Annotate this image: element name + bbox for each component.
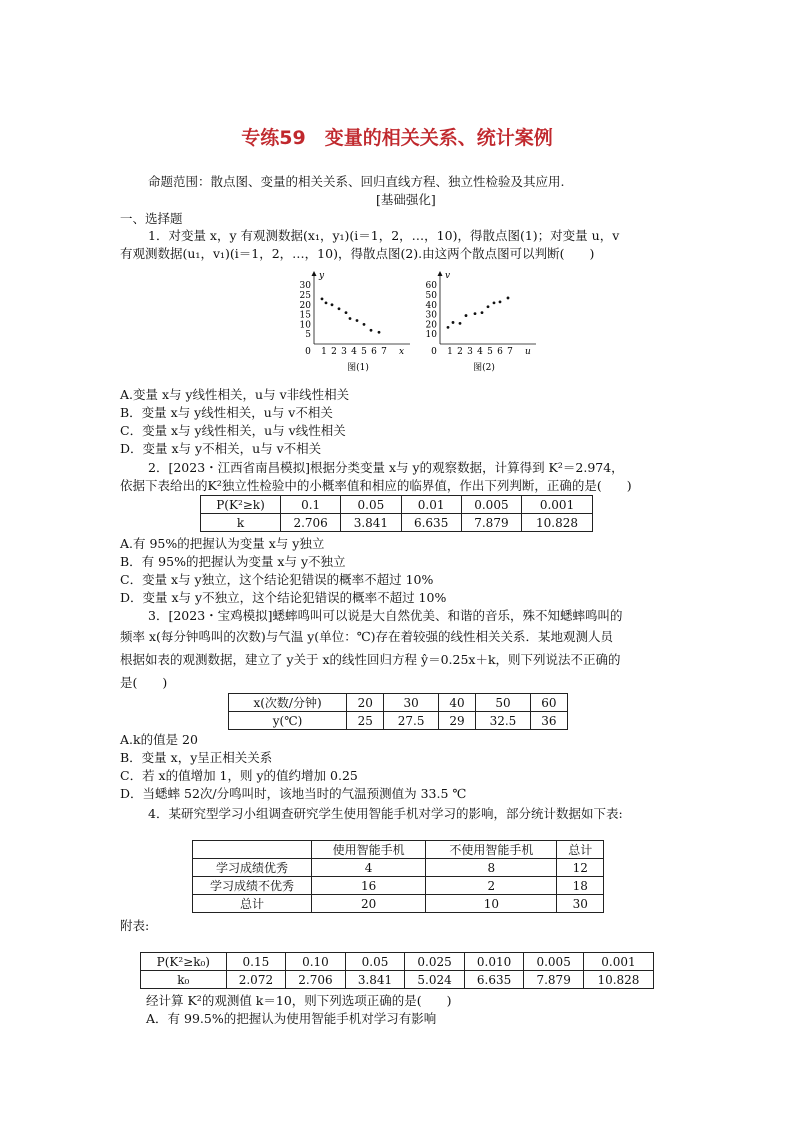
scatter-point xyxy=(363,323,366,326)
q3-cell: 50 xyxy=(476,694,531,712)
q3-option-b: B．变量 x，y呈正相关关系 xyxy=(120,750,273,765)
q3-option-a: A.k的值是 20 xyxy=(120,732,198,747)
y-axis-label: y xyxy=(319,271,325,281)
y-tick-label: 10 xyxy=(299,320,311,331)
q4-stem-2: 经计算 K²的观测值 k＝10，则下列选项正确的是( ) xyxy=(146,993,452,1008)
x-tick-label: 4 xyxy=(351,347,357,357)
y-tick-label: 30 xyxy=(299,281,311,292)
q4-cell: 学习成绩优秀 xyxy=(193,859,312,877)
scatter-point xyxy=(465,314,468,317)
q1-stem-1: 1．对变量 x，y 有观测数据(x₁，y₁)(i＝1，2，…，10)，得散点图(1)；对变量 u，v xyxy=(148,228,620,243)
scatter-point xyxy=(378,331,381,334)
q4-cell: 4 xyxy=(312,859,426,877)
scatter-point xyxy=(493,301,496,304)
scatter-plot-2 xyxy=(416,268,536,378)
q4-t2-cell: 0.05 xyxy=(345,953,405,971)
q2-cell: 0.05 xyxy=(341,496,401,514)
part-heading: 一、选择题 xyxy=(120,211,183,226)
q2-cell: 10.828 xyxy=(522,514,593,532)
scatter-plot-1 xyxy=(290,268,410,378)
q4-t2-cell: 5.024 xyxy=(405,971,465,989)
y-axis-arrow xyxy=(312,271,317,276)
q2-cell: 6.635 xyxy=(401,514,461,532)
q2-cell: 0.01 xyxy=(401,496,461,514)
q4-t2-cell: 0.10 xyxy=(286,953,346,971)
x-tick-label: 3 xyxy=(341,347,347,357)
scatter-point xyxy=(370,329,373,332)
q2-cell: 7.879 xyxy=(461,514,521,532)
q4-stem-1: 4．某研究型学习小组调查研究学生使用智能手机对学习的影响，部分统计数据如下表: xyxy=(148,806,623,821)
q2-option-c: C．变量 x与 y独立，这个结论犯错误的概率不超过 10% xyxy=(120,572,434,587)
q4-cell: 使用智能手机 xyxy=(312,841,426,859)
y-tick-label: 20 xyxy=(425,320,437,331)
q2-cell: 3.841 xyxy=(341,514,401,532)
y-tick-label: 40 xyxy=(425,300,437,311)
y-tick-label: 25 xyxy=(299,291,311,301)
q4-t2-cell: 0.15 xyxy=(226,953,286,971)
y-tick-label: 50 xyxy=(425,291,437,301)
q4-cell: 30 xyxy=(557,895,604,913)
scatter-point xyxy=(331,303,334,306)
q4-cell xyxy=(193,841,312,859)
x-tick-label: 5 xyxy=(487,347,493,357)
y-tick-label: 60 xyxy=(425,281,437,292)
q1-option-d: D．变量 x与 y不相关，u与 v不相关 xyxy=(120,441,322,456)
q4-table-2 xyxy=(140,952,654,989)
q4-cell: 16 xyxy=(312,877,426,895)
q4-option-a: A．有 99.5%的把握认为使用智能手机对学习有影响 xyxy=(146,1011,437,1026)
x-tick-label: 4 xyxy=(477,347,483,357)
q4-t2-cell: 2.706 xyxy=(286,971,346,989)
q3-table xyxy=(228,693,568,730)
q1-option-a: A.变量 x与 y线性相关，u与 v非线性相关 xyxy=(120,387,350,402)
q4-t2-cell: 10.828 xyxy=(583,971,653,989)
scatter-point xyxy=(459,322,462,325)
q2-stem-1: 2．[2023・江西省南昌模拟]根据分类变量 x与 y的观察数据，计算得到 K²＝2.974， xyxy=(148,460,624,475)
scatter-point xyxy=(349,317,352,320)
q3-stem-2: 频率 x(每分钟鸣叫的次数)与气温 y(单位：℃)存在着较强的线性相关关系．某地观测人员 xyxy=(120,629,614,644)
q4-cell: 8 xyxy=(426,859,557,877)
x-axis-label: u xyxy=(525,347,531,357)
q2-option-b: B．有 95%的把握认为变量 x与 y不独立 xyxy=(120,554,346,569)
q3-cell: 60 xyxy=(530,694,567,712)
plot-caption: 图(1) xyxy=(347,363,369,373)
q3-cell: 32.5 xyxy=(476,712,531,730)
y-tick-label: 10 xyxy=(425,330,437,341)
q4-t2-cell: 6.635 xyxy=(464,971,524,989)
y-tick-label: 20 xyxy=(299,300,311,311)
q2-cell: P(K²≥k) xyxy=(201,496,281,514)
scatter-point xyxy=(507,297,510,300)
scatter-point xyxy=(474,312,477,315)
scatter-point xyxy=(356,319,359,322)
section-label: [基础强化] xyxy=(376,192,436,207)
scatter-point xyxy=(345,311,348,314)
q4-table xyxy=(192,840,604,913)
x-axis-label: x xyxy=(399,347,405,357)
q2-option-d: D．变量 x与 y不独立，这个结论犯错误的概率不超过 10% xyxy=(120,590,447,605)
q3-cell: x(次数/分钟) xyxy=(229,694,347,712)
q4-cell: 20 xyxy=(312,895,426,913)
q2-cell: 0.005 xyxy=(461,496,521,514)
scope-text: 命题范围：散点图、变量的相关关系、回归直线方程、独立性检验及其应用. xyxy=(148,174,565,189)
q3-cell: 36 xyxy=(530,712,567,730)
x-tick-label: 6 xyxy=(371,347,377,357)
q3-stem-4: 是( ) xyxy=(120,675,168,690)
q4-t2-cell: k₀ xyxy=(141,971,227,989)
scatter-point xyxy=(325,301,328,304)
q4-t2-cell: 0.001 xyxy=(583,953,653,971)
q2-stem-2: 依据下表给出的K²独立性检验中的小概率值和相应的临界值，作出下列判断，正确的是( ) xyxy=(120,478,632,493)
scatter-point xyxy=(452,321,455,324)
x-tick-label: 7 xyxy=(381,347,387,357)
q3-cell: 29 xyxy=(438,712,475,730)
q3-cell: 27.5 xyxy=(384,712,439,730)
scatter-point xyxy=(338,307,341,310)
q4-cell: 总计 xyxy=(193,895,312,913)
q4-appendix-label: 附表: xyxy=(120,918,150,933)
x-tick-label: 2 xyxy=(457,347,463,357)
x-tick-label: 1 xyxy=(447,347,453,357)
scatter-point xyxy=(487,305,490,308)
q2-cell: 0.1 xyxy=(280,496,340,514)
x-tick-label: 2 xyxy=(331,347,337,357)
y-axis-arrow xyxy=(438,271,443,276)
scatter-point xyxy=(481,311,484,314)
q4-t2-cell: P(K²≥k₀) xyxy=(141,953,227,971)
q2-table xyxy=(200,495,593,532)
q3-cell: 25 xyxy=(347,712,384,730)
q3-option-c: C．若 x的值增加 1，则 y的值约增加 0.25 xyxy=(120,768,358,783)
q1-option-b: B．变量 x与 y线性相关，u与 v不相关 xyxy=(120,405,333,420)
y-axis-label: v xyxy=(445,271,451,281)
scatter-point xyxy=(321,298,324,301)
x-tick-label: 3 xyxy=(467,347,473,357)
q4-cell: 2 xyxy=(426,877,557,895)
q2-cell: 0.001 xyxy=(522,496,593,514)
q3-cell: y(℃) xyxy=(229,712,347,730)
x-tick-label: 1 xyxy=(321,347,327,357)
q3-stem-3: 根据如表的观测数据，建立了 y关于 x的线性回归方程 ŷ＝0.25x＋k，则下列说法不正确的 xyxy=(120,652,621,667)
q3-cell: 40 xyxy=(438,694,475,712)
x-tick-label: 0 xyxy=(431,347,437,357)
x-tick-label: 0 xyxy=(305,347,311,357)
plot-caption: 图(2) xyxy=(473,363,495,373)
page-title: 专练59 变量的相关关系、统计案例 xyxy=(241,127,553,149)
q4-cell: 不使用智能手机 xyxy=(426,841,557,859)
q2-cell: 2.706 xyxy=(280,514,340,532)
q3-option-d: D．当蟋蟀 52次/分鸣叫时，该地当时的气温预测值为 33.5 ℃ xyxy=(120,786,467,801)
q3-stem-1: 3．[2023・宝鸡模拟]蟋蟀鸣叫可以说是大自然优美、和谐的音乐，殊不知蟋蟀鸣叫的 xyxy=(148,608,623,623)
x-tick-label: 6 xyxy=(497,347,503,357)
q3-cell: 30 xyxy=(384,694,439,712)
q4-t2-cell: 0.025 xyxy=(405,953,465,971)
y-tick-label: 30 xyxy=(425,310,437,321)
scatter-point xyxy=(499,300,502,303)
y-tick-label: 5 xyxy=(305,330,311,341)
q4-cell: 18 xyxy=(557,877,604,895)
q4-t2-cell: 2.072 xyxy=(226,971,286,989)
q4-cell: 10 xyxy=(426,895,557,913)
q4-t2-cell: 7.879 xyxy=(524,971,584,989)
scatter-point xyxy=(447,326,450,329)
q4-cell: 总计 xyxy=(557,841,604,859)
q4-t2-cell: 3.841 xyxy=(345,971,405,989)
x-tick-label: 5 xyxy=(361,347,367,357)
q4-cell: 学习成绩不优秀 xyxy=(193,877,312,895)
q4-t2-cell: 0.005 xyxy=(524,953,584,971)
x-tick-label: 7 xyxy=(507,347,513,357)
q4-cell: 12 xyxy=(557,859,604,877)
q2-option-a: A.有 95%的把握认为变量 x与 y独立 xyxy=(120,536,325,551)
q2-cell: k xyxy=(201,514,281,532)
y-tick-label: 15 xyxy=(299,310,311,321)
q1-option-c: C．变量 x与 y线性相关，u与 v线性相关 xyxy=(120,423,346,438)
q4-t2-cell: 0.010 xyxy=(464,953,524,971)
q1-stem-2: 有观测数据(u₁，v₁)(i＝1，2，…，10)，得散点图(2).由这两个散点图可以判断( ) xyxy=(120,246,595,261)
q3-cell: 20 xyxy=(347,694,384,712)
